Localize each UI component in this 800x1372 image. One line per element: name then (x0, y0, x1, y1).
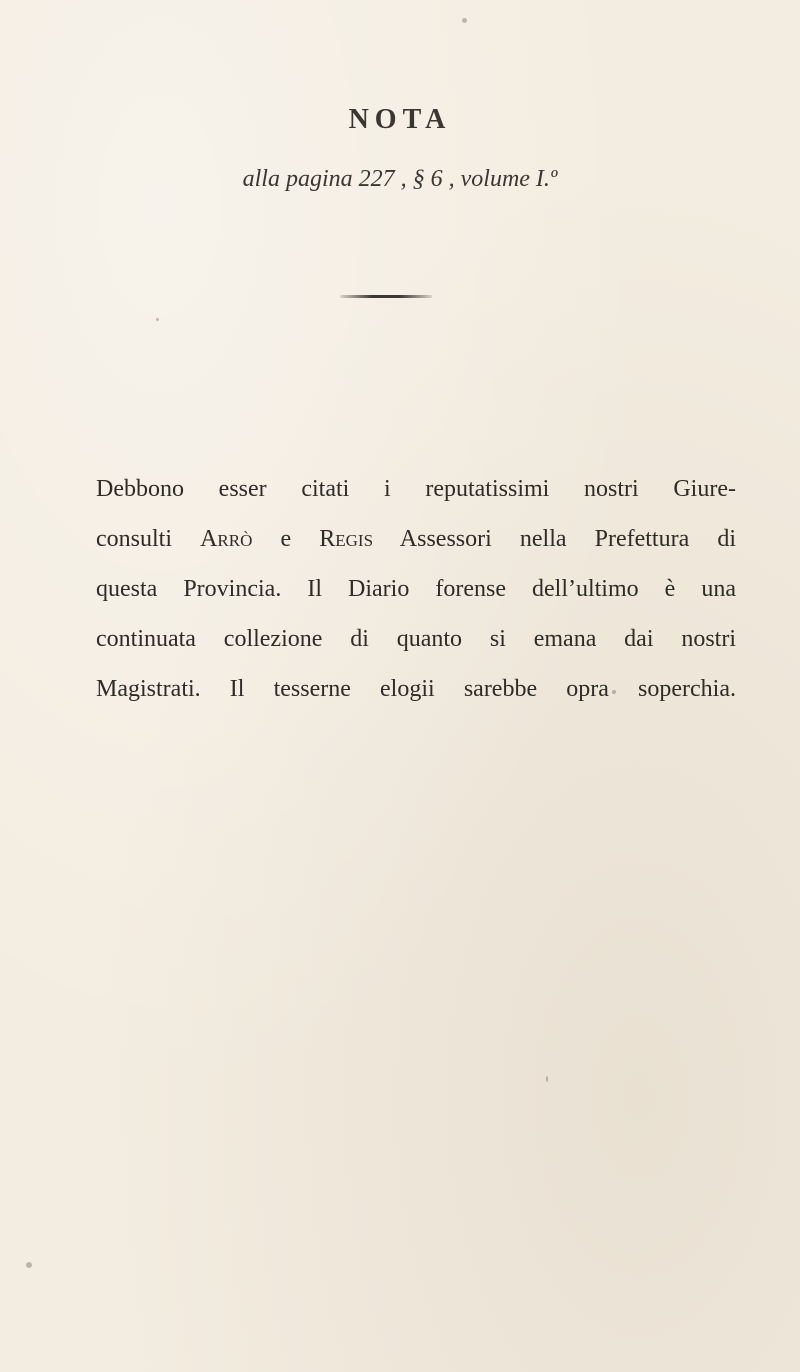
divider-rule (340, 295, 432, 298)
page-subtitle: alla pagina 227 , § 6 , volume I.º (242, 166, 558, 192)
name-regis: Regis (319, 526, 374, 552)
text-line-2-end: Assessori nella Prefettura di (399, 526, 736, 552)
text-line-2-start: consulti (96, 526, 172, 552)
text-line-4: continuata collezione di quanto si emana dai nostri (96, 626, 736, 652)
text-line-1: Debbono esser citati i reputatissimi nostri Giure- (96, 476, 736, 502)
text-line-2 (96, 514, 736, 564)
text-line-2-conj: e (280, 526, 292, 552)
text-line-3: questa Provincia. Il Diario forense dell’ultimo è una (96, 576, 736, 602)
note-paragraph (96, 464, 736, 714)
paper-speck (26, 1262, 32, 1268)
paper-speck (462, 18, 467, 23)
name-arro: Arrò (200, 526, 253, 552)
page-title: NOTA (348, 104, 452, 135)
paper-speck (612, 690, 616, 694)
paper-speck (546, 1076, 548, 1082)
text-line-5: Magistrati. Il tesserne elogii sarebbe opra soperchia. (96, 676, 736, 702)
paper-speck (156, 318, 159, 321)
